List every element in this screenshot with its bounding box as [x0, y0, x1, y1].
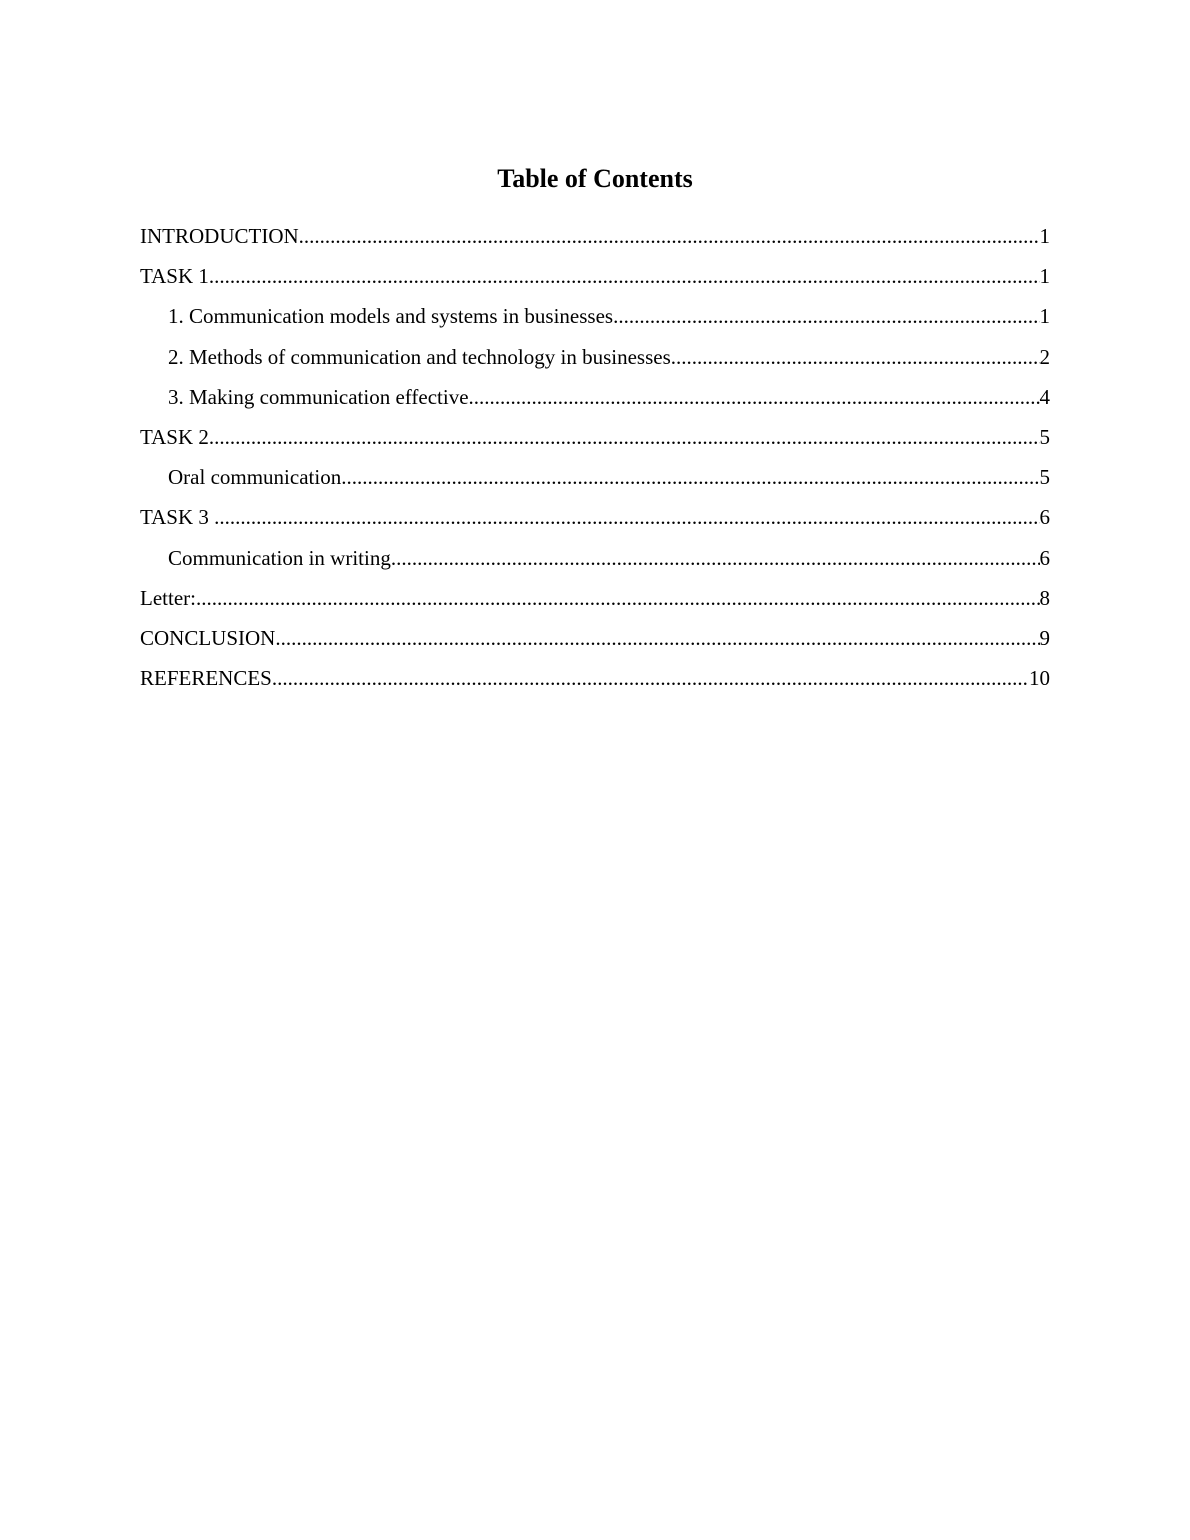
- toc-entry-label: 3. Making communication effective: [168, 384, 469, 409]
- toc-leader-dots: [299, 222, 1040, 250]
- toc-entry-letter[interactable]: [140, 584, 1050, 624]
- toc-leader-dots: [209, 262, 1040, 290]
- toc-entry-label: 1. Communication models and systems in businesses: [168, 304, 614, 329]
- toc-entry-page: 1: [1039, 224, 1050, 248]
- toc-entry-page: 8: [1039, 585, 1050, 610]
- toc-entry-label: TASK 2: [140, 424, 209, 449]
- toc-leader-dots: [613, 302, 1039, 330]
- toc-entry-page: 5: [1039, 424, 1050, 449]
- toc-entry-label: REFERENCES: [140, 666, 272, 691]
- toc-entry-task-1[interactable]: [140, 262, 1050, 302]
- toc-entry-communication-in-writing[interactable]: [140, 544, 1050, 584]
- toc-entry-task-3[interactable]: [140, 503, 1050, 543]
- toc-entry-methods-of-communication[interactable]: [140, 343, 1050, 383]
- toc-entry-conclusion[interactable]: [140, 624, 1050, 664]
- toc-entry-label: Letter:: [140, 585, 196, 610]
- toc-entry-label: TASK 3: [140, 505, 215, 530]
- toc-title: Table of Contents: [497, 164, 693, 193]
- toc-entry-page: 1: [1039, 304, 1050, 329]
- toc-entry-label: CONCLUSION: [140, 625, 276, 650]
- toc-leader-dots: [272, 664, 1029, 692]
- toc-entry-page: 6: [1039, 545, 1050, 570]
- toc-entry-communication-models[interactable]: [140, 302, 1050, 342]
- toc-entry-label: Oral communication: [168, 465, 342, 490]
- toc-entry-page: 1: [1039, 264, 1050, 289]
- toc-leader-dots: [196, 584, 1040, 612]
- toc-entry-page: 10: [1029, 666, 1050, 691]
- toc-entry-page: 6: [1039, 505, 1050, 530]
- toc-leader-dots: [671, 343, 1040, 371]
- toc-entry-introduction[interactable]: [140, 222, 1050, 262]
- toc-leader-dots: [341, 463, 1039, 491]
- toc-entry-label: TASK 1: [140, 264, 209, 289]
- toc-entry-page: 2: [1039, 344, 1050, 369]
- toc-leader-dots: [275, 624, 1039, 652]
- toc-entry-label: INTRODUCTION: [140, 224, 299, 248]
- toc-leader-dots: [209, 423, 1040, 451]
- toc-entry-label: 2. Methods of communication and technology in businesses: [168, 344, 671, 369]
- toc-leader-dots: [214, 503, 1039, 531]
- toc-entry-label: Communication in writing: [168, 545, 391, 570]
- toc-entry-oral-communication[interactable]: [140, 463, 1050, 503]
- toc-entry-page: 9: [1039, 625, 1050, 650]
- toc-leader-dots: [391, 544, 1040, 572]
- toc-entry-making-communication-effective[interactable]: [140, 383, 1050, 423]
- toc-list: [140, 222, 1050, 704]
- toc-entry-page: 5: [1039, 465, 1050, 490]
- toc-leader-dots: [469, 383, 1040, 411]
- toc-entry-page: 4: [1039, 384, 1050, 409]
- toc-entry-task-2[interactable]: [140, 423, 1050, 463]
- toc-entry-references[interactable]: [140, 664, 1050, 704]
